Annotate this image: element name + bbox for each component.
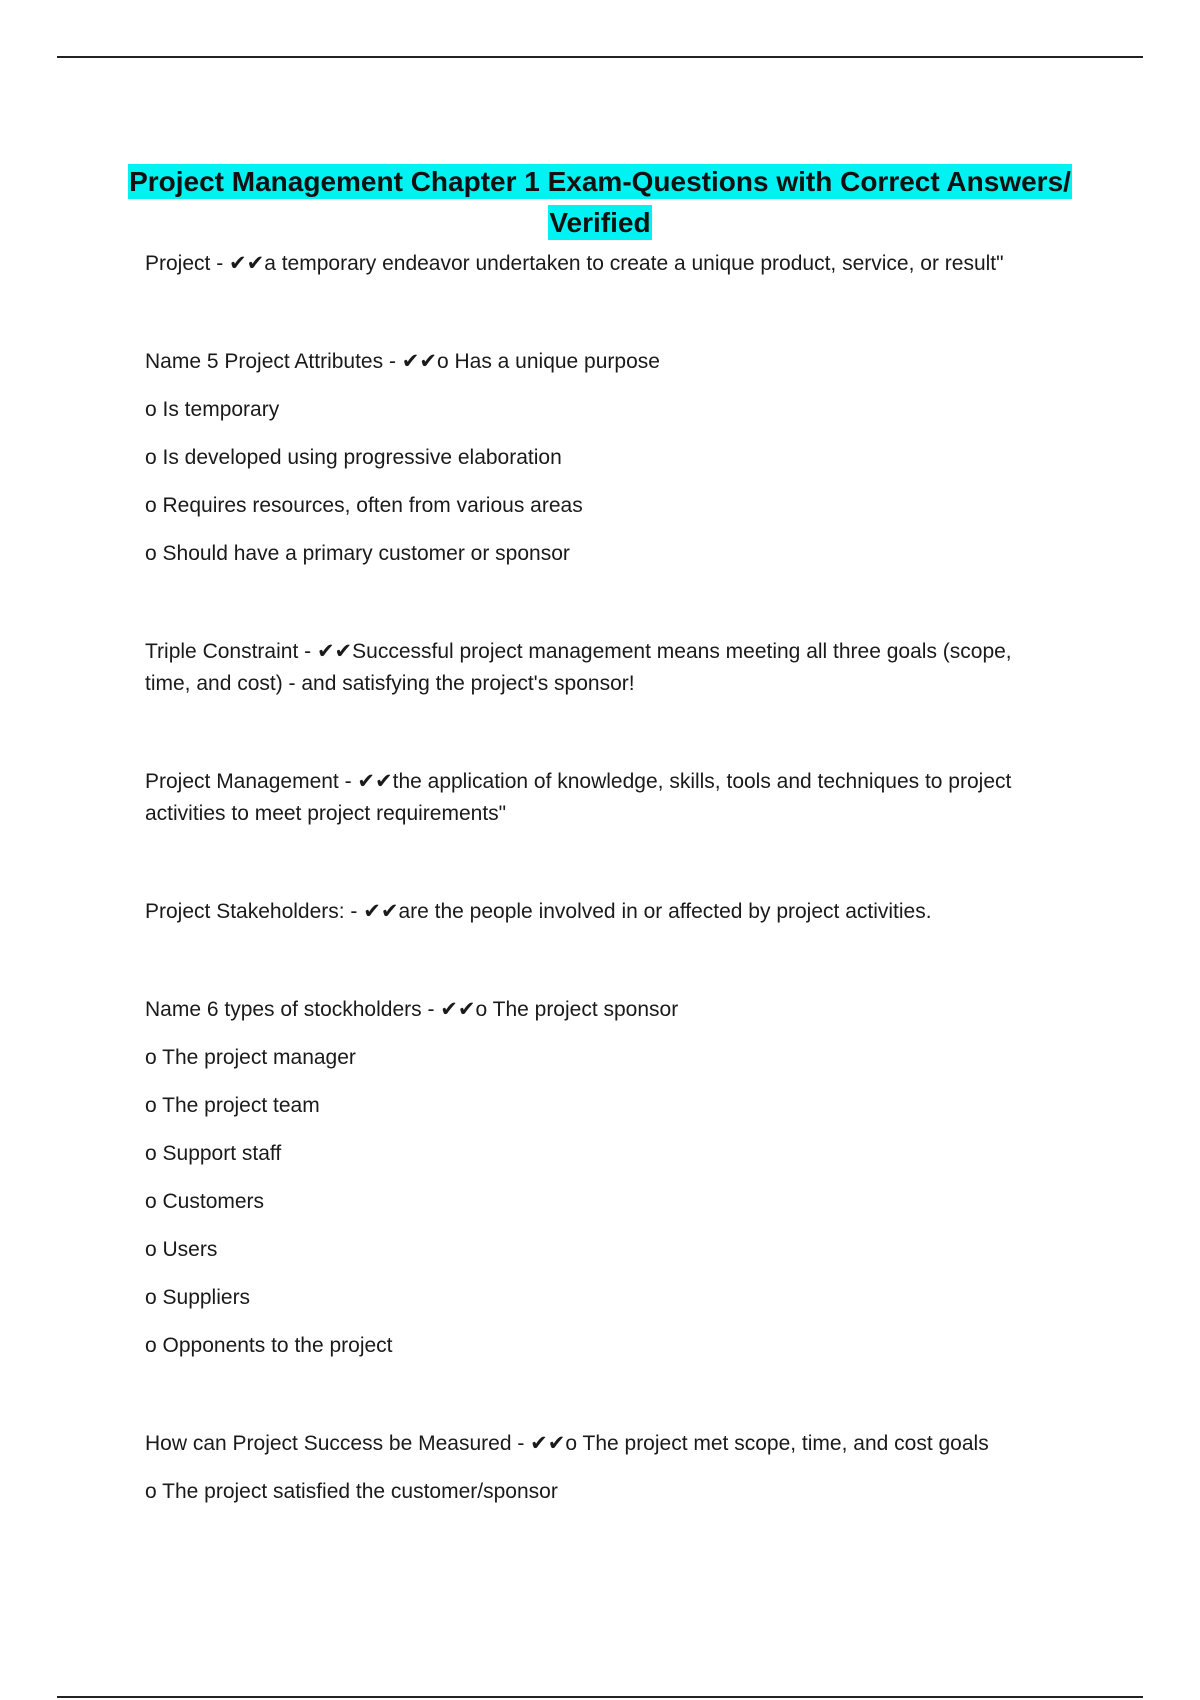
title-highlight: Project Management Chapter 1 Exam-Questions with Correct Answers/ Verified [129, 165, 1071, 238]
qa-text: How can Project Success be Measured - ✔✔o The project met scope, time, and cost goals [145, 1432, 989, 1455]
document-body [145, 248, 1045, 1508]
qa-text: Triple Constraint - ✔✔Successful project management means meeting all three goals (scope, time, and cost) - and satisfying the project's sponsor! [145, 640, 1012, 695]
qa-entry [145, 896, 1045, 928]
answer-bullet: o Suppliers [145, 1286, 251, 1309]
answer-bullet: o Requires resources, often from various areas [145, 494, 583, 517]
answer-bullet: o The project team [145, 1094, 320, 1117]
answer-bullet: o The project manager [145, 1046, 356, 1069]
entry-spacer [145, 280, 1045, 346]
qa-text: Project Stakeholders: - ✔✔are the people involved in or affected by project activities. [145, 900, 932, 923]
answer-bullet: o The project satisfied the customer/sponsor [145, 1480, 558, 1503]
entry-spacer [145, 1362, 1045, 1428]
qa-text: Project - ✔✔a temporary endeavor undertaken to create a unique product, service, or result" [145, 252, 1004, 275]
answer-bullet: o Is temporary [145, 398, 280, 421]
entry-spacer [145, 700, 1045, 766]
entry-spacer [145, 830, 1045, 896]
qa-text: Name 6 types of stockholders - ✔✔o The project sponsor [145, 998, 679, 1021]
answer-bullet: o Support staff [145, 1142, 282, 1165]
top-rule [57, 56, 1143, 58]
qa-entry [145, 248, 1045, 280]
qa-entry [145, 1428, 1045, 1508]
answer-bullet: o Users [145, 1238, 218, 1261]
qa-entry [145, 766, 1045, 830]
bottom-rule [57, 1696, 1143, 1698]
answer-bullet: o Should have a primary customer or sponsor [145, 542, 570, 565]
entry-spacer [145, 928, 1045, 994]
qa-text: Name 5 Project Attributes - ✔✔o Has a unique purpose [145, 350, 660, 373]
qa-entry [145, 636, 1045, 700]
answer-bullet: o Is developed using progressive elaboration [145, 446, 562, 469]
qa-entry [145, 346, 1045, 570]
entry-spacer [145, 570, 1045, 636]
qa-entry [145, 994, 1045, 1362]
answer-bullet: o Opponents to the project [145, 1334, 393, 1357]
document-title [120, 161, 1080, 243]
qa-text: Project Management - ✔✔the application of knowledge, skills, tools and techniques to project activities to meet project requirements" [145, 770, 1012, 825]
answer-bullet: o Customers [145, 1190, 265, 1213]
